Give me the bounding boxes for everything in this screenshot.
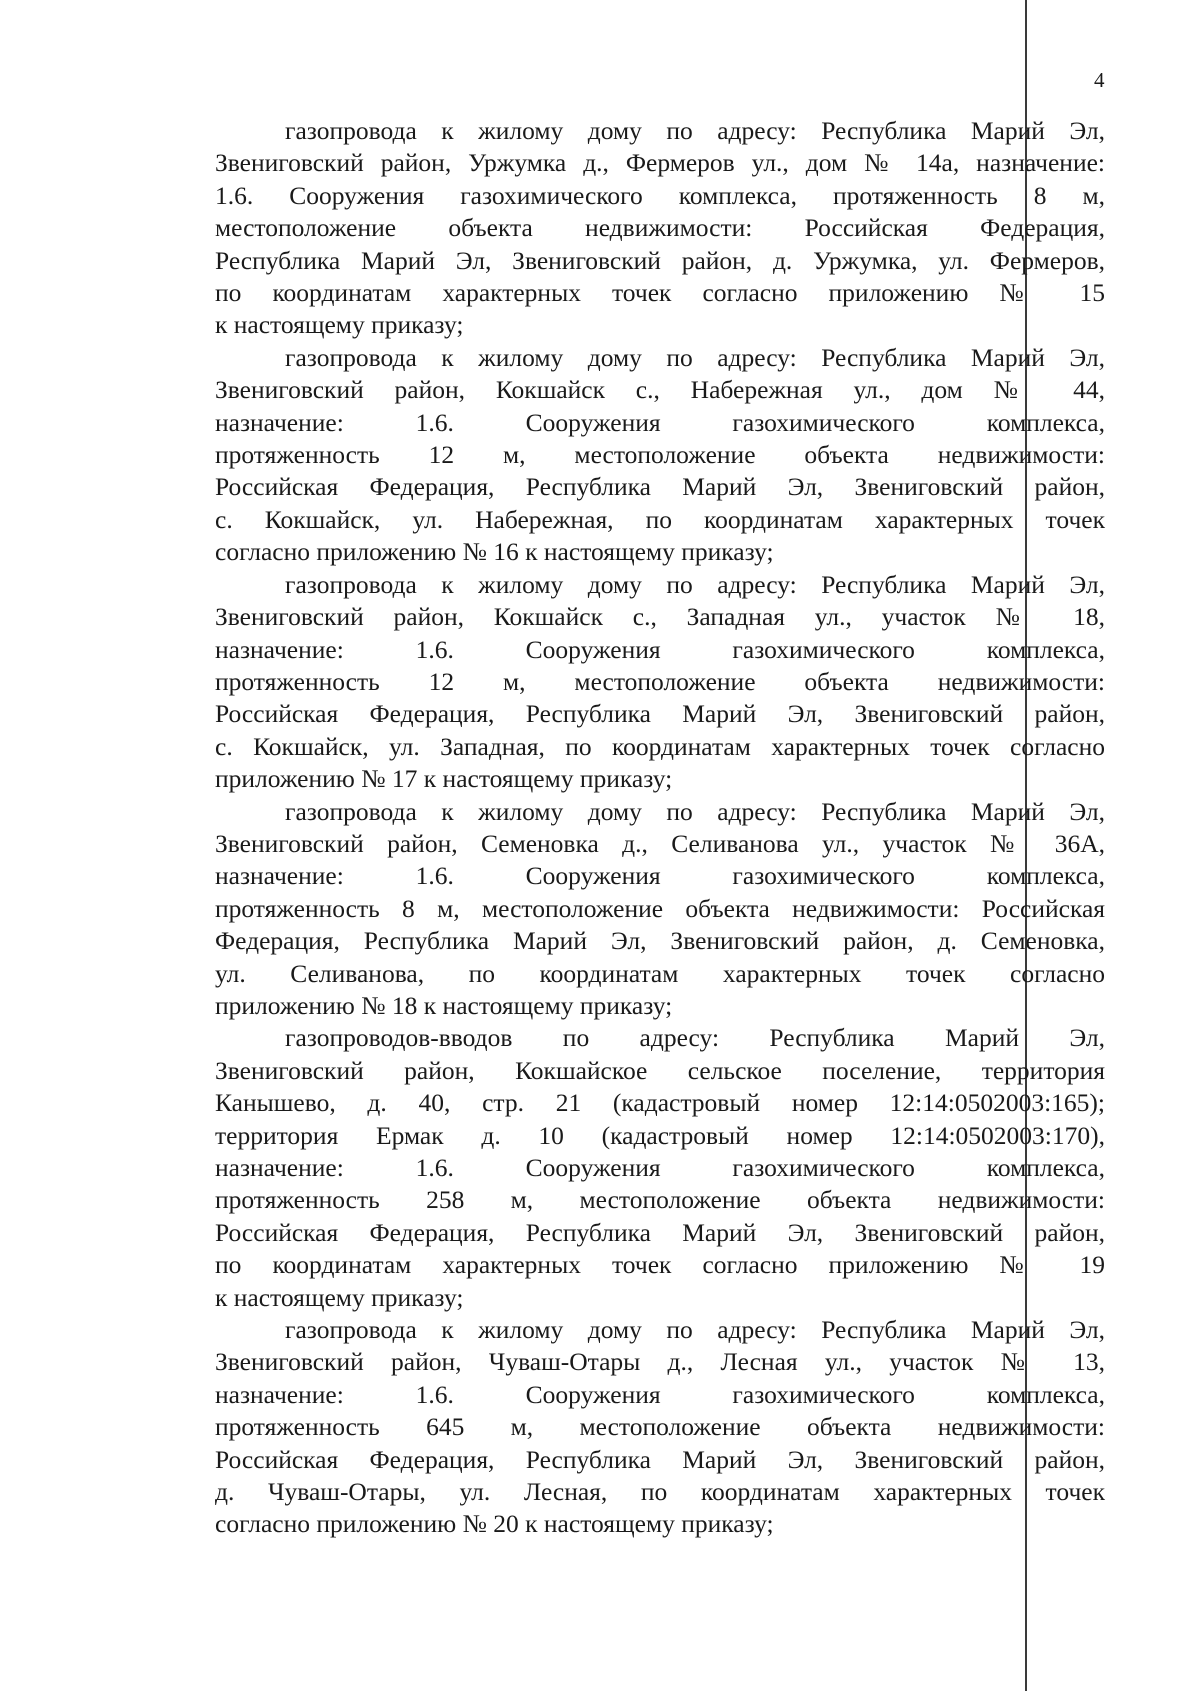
- text-line: Звениговский район, Чуваш-Отары д., Лесная ул., участок № 13,: [215, 1347, 1105, 1377]
- text-line: по координатам характерных точек согласно приложению № 19: [215, 1250, 1105, 1280]
- text-line: Российская Федерация, Республика Марий Эл, Звениговский район,: [215, 699, 1105, 729]
- text-line: протяженность 8 м, местоположение объекта недвижимости: Российская: [215, 893, 1105, 923]
- text-line: газопровода к жилому дому по адресу: Республика Марий Эл,: [285, 342, 1105, 372]
- text-line: к настоящему приказу;: [215, 1282, 464, 1312]
- text-line: с. Кокшайск, ул. Западная, по координатам характерных точек согласно: [215, 731, 1105, 761]
- text-line: Звениговский район, Кокшайское сельское поселение, территория: [215, 1055, 1105, 1085]
- text-line: назначение: 1.6. Сооружения газохимического комплекса,: [215, 634, 1105, 664]
- text-line: ул. Селиванова, по координатам характерных точек согласно: [215, 958, 1105, 988]
- paragraph: [215, 1022, 1105, 1314]
- paragraph: [215, 115, 1105, 342]
- paragraph: [215, 796, 1105, 1023]
- text-line: Звениговский район, Семеновка д., Селиванова ул., участок № 36А,: [215, 828, 1105, 858]
- text-line: газопровода к жилому дому по адресу: Республика Марий Эл,: [285, 1315, 1105, 1345]
- text-line: назначение: 1.6. Сооружения газохимического комплекса,: [215, 1379, 1105, 1409]
- text-line: газопровода к жилому дому по адресу: Республика Марий Эл,: [285, 796, 1105, 826]
- text-line: местоположение объекта недвижимости: Российская Федерация,: [215, 213, 1105, 243]
- paragraph: [215, 342, 1105, 569]
- text-line: Федерация, Республика Марий Эл, Звениговский район, д. Семеновка,: [215, 926, 1105, 956]
- text-line: протяженность 258 м, местоположение объекта недвижимости:: [215, 1185, 1105, 1215]
- text-line: назначение: 1.6. Сооружения газохимического комплекса,: [215, 407, 1105, 437]
- text-line: протяженность 645 м, местоположение объекта недвижимости:: [215, 1412, 1105, 1442]
- text-line: по координатам характерных точек согласно приложению № 15: [215, 278, 1105, 308]
- text-line: протяженность 12 м, местоположение объекта недвижимости:: [215, 440, 1105, 470]
- paragraph: [215, 569, 1105, 796]
- text-line: согласно приложению № 16 к настоящему приказу;: [215, 537, 774, 567]
- text-line: согласно приложению № 20 к настоящему приказу;: [215, 1509, 774, 1539]
- paragraph: [215, 1314, 1105, 1541]
- document-body: [215, 115, 1105, 1541]
- text-line: к настоящему приказу;: [215, 310, 464, 340]
- text-line: территория Ермак д. 10 (кадастровый номер 12:14:0502003:170),: [215, 1120, 1105, 1150]
- page-number: 4: [1094, 68, 1105, 92]
- text-line: газопроводов-вводов по адресу: Республика Марий Эл,: [285, 1023, 1105, 1053]
- text-line: Российская Федерация, Республика Марий Эл, Звениговский район,: [215, 472, 1105, 502]
- text-line: 1.6. Сооружения газохимического комплекса, протяженность 8 м,: [215, 180, 1105, 210]
- text-line: приложению № 18 к настоящему приказу;: [215, 990, 673, 1020]
- text-line: с. Кокшайск, ул. Набережная, по координатам характерных точек: [215, 504, 1105, 534]
- text-line: назначение: 1.6. Сооружения газохимического комплекса,: [215, 1153, 1105, 1182]
- text-line: Звениговский район, Кокшайск с., Набережная ул., дом № 44,: [215, 375, 1105, 405]
- text-line: Республика Марий Эл, Звениговский район, д. Уржумка, ул. Фермеров,: [215, 245, 1105, 275]
- text-line: Российская Федерация, Республика Марий Эл, Звениговский район,: [215, 1444, 1105, 1474]
- text-line: протяженность 12 м, местоположение объекта недвижимости:: [215, 666, 1105, 696]
- text-line: газопровода к жилому дому по адресу: Республика Марий Эл,: [285, 116, 1105, 145]
- text-line: газопровода к жилому дому по адресу: Республика Марий Эл,: [285, 569, 1105, 599]
- text-line: Канышево, д. 40, стр. 21 (кадастровый номер 12:14:0502003:165);: [215, 1088, 1105, 1118]
- text-line: Российская Федерация, Республика Марий Эл, Звениговский район,: [215, 1217, 1105, 1247]
- text-line: назначение: 1.6. Сооружения газохимического комплекса,: [215, 861, 1105, 891]
- text-line: д. Чуваш-Отары, ул. Лесная, по координатам характерных точек: [215, 1477, 1105, 1507]
- text-line: приложению № 17 к настоящему приказу;: [215, 764, 673, 794]
- text-line: Звениговский район, Уржумка д., Фермеров ул., дом № 14а, назначение:: [215, 148, 1105, 178]
- text-line: Звениговский район, Кокшайск с., Западная ул., участок № 18,: [215, 602, 1105, 632]
